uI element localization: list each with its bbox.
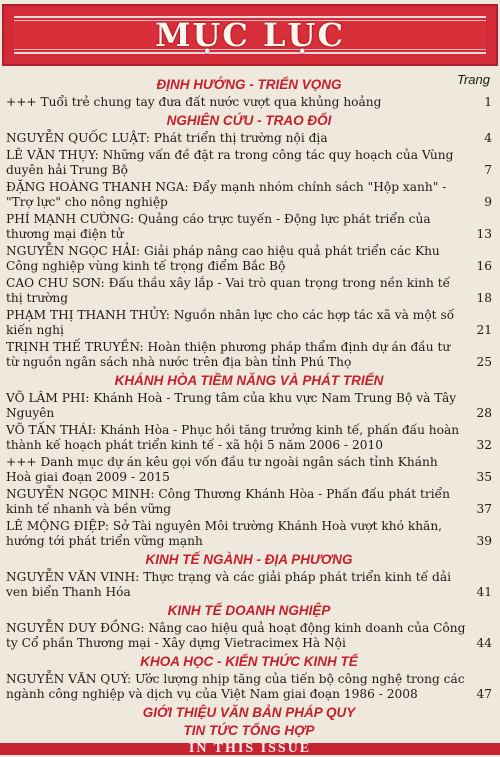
toc-entry-text [6, 423, 474, 453]
toc-entry-text [6, 131, 474, 146]
toc-entry-page: 1 [484, 95, 492, 109]
toc-entry[interactable] [6, 95, 492, 110]
toc-entry-author: NGUYỄN NGỌC HẢI: [6, 244, 141, 258]
toc-entry-text [6, 276, 474, 306]
section-heading: KINH TẾ DOANH NGHIỆP [167, 603, 331, 618]
toc-entry-page: 35 [476, 470, 492, 484]
toc-entry-author: NGUYỄN NGỌC MINH: [6, 487, 155, 501]
toc-entry[interactable] [6, 340, 492, 370]
toc-entry-author: VÕ TẤN THÁI: [6, 423, 97, 437]
toc-entry-text [6, 672, 474, 702]
toc-entry-author: TRỊNH THẾ TRUYỀN: [6, 340, 144, 354]
toc-entry-title: Quảng cáo trực tuyến - Động lực phát triển của thương mại điện tử [6, 212, 431, 241]
toc-entry-author: CAO CHU SƠN: [6, 276, 105, 290]
section-heading: KHOA HỌC - KIẾN THỨC KINH TẾ [140, 654, 358, 669]
toc-entry-author: NGUYỄN VĂN VINH: [6, 570, 140, 584]
toc-entry-text [6, 212, 474, 242]
toc-entry-title: Những vấn đề đặt ra trong công tác quy hoạch của Vùng duyên hải Trung Bộ [6, 148, 454, 177]
toc-entry-text [6, 148, 474, 178]
toc-entry[interactable] [6, 455, 492, 485]
toc-entry[interactable] [6, 244, 492, 274]
page-title: MỤC LỤC [155, 16, 345, 54]
toc-entry-text [6, 244, 474, 274]
section-heading: NGHIÊN CỨU - TRAO ĐỔI [166, 113, 332, 128]
page-column-label: Trang [457, 72, 490, 87]
toc-entry[interactable] [6, 391, 492, 421]
toc-entry-author: +++ [6, 95, 37, 109]
toc-entry-page: 18 [476, 291, 492, 305]
toc-entry-text [6, 308, 474, 338]
toc-entry-page: 25 [476, 355, 492, 369]
toc-entry-author: ĐẶNG HOÀNG THANH NGA: [6, 180, 189, 194]
title-banner [2, 4, 498, 66]
toc-entry-title: Khánh Hoà - Trung tâm của khu vực Nam Trung Bộ và Tây Nguyên [6, 391, 457, 420]
toc-entry-text [6, 391, 474, 421]
section-heading: KINH TẾ NGÀNH - ĐỊA PHƯƠNG [145, 552, 353, 567]
toc-entry-page: 47 [476, 687, 492, 701]
toc-entry-title: Ước lượng nhịp tăng của tiến bộ công nghệ trong các ngành công nghiệp và dịch vụ của Việt Nam giai đoạn 1986 - 2008 [6, 672, 465, 701]
toc-entry-title: Hoàn thiện phương pháp thẩm định dự án đầu tư từ nguồn ngân sách nhà nước trên địa bàn tỉnh Phú Thọ [6, 340, 451, 369]
toc-entry[interactable] [6, 519, 492, 549]
toc-entry-text [6, 180, 474, 210]
toc-entry-title: Thực trạng và các giải pháp phát triển kinh tế dải ven biển Thanh Hóa [6, 570, 451, 599]
footer-banner [0, 743, 500, 755]
toc-entry-page: 44 [476, 636, 492, 650]
toc-entry[interactable] [6, 621, 492, 651]
toc-entry[interactable] [6, 212, 492, 242]
footer-text: IN THIS ISSUE [188, 741, 312, 756]
toc-entry[interactable] [6, 487, 492, 517]
toc-entry[interactable] [6, 180, 492, 210]
toc-entry-page: 32 [476, 438, 492, 452]
toc-entry-text [6, 570, 474, 600]
toc-entry-title: Khánh Hòa - Phục hồi tăng trưởng kinh tế, phấn đấu hoàn thành kế hoạch phát triển kinh tế - xã hội 5 năm 2006 - 2010 [6, 423, 460, 452]
toc-entry-title: Đẩy mạnh nhóm chính sách "Hộp xanh" - "Trợ lực" cho nông nghiệp [6, 180, 447, 209]
toc-entry-page: 9 [484, 195, 492, 209]
toc-entry-title: Sở Tài nguyên Môi trường Khánh Hoà vượt khó khăn, hướng tới phát triển vững mạnh [6, 519, 443, 548]
toc-entry-page: 13 [476, 227, 492, 241]
toc-entry-text [6, 455, 474, 485]
toc-entry[interactable] [6, 570, 492, 600]
toc-entry-page: 4 [484, 131, 492, 145]
toc-entry-title: Giải pháp nâng cao hiệu quả phát triển các Khu Công nghiệp vùng kinh tế trọng điểm Bắc Bộ [6, 244, 440, 273]
toc-entry-author: LÊ MỘNG ĐIỆP: [6, 519, 110, 533]
toc-entry-title: Phát triển thị trường nội địa [153, 131, 328, 145]
toc-entry-text [6, 95, 474, 110]
toc-entry-title: Danh mục dự án kêu gọi vốn đầu tư ngoài ngân sách tỉnh Khánh Hoà giai đoạn 2009 - 2015 [6, 455, 438, 484]
toc-entry-page: 16 [476, 259, 492, 273]
toc-entry-page: 7 [484, 163, 492, 177]
toc-entry-title: Nguồn nhân lực cho các hợp tác xã và một số kiến nghị [6, 308, 455, 337]
toc-entry[interactable] [6, 148, 492, 178]
toc-entry-page: 21 [476, 323, 492, 337]
toc-entry[interactable] [6, 276, 492, 306]
toc-entry[interactable] [6, 672, 492, 702]
toc-entry-title: Đấu thầu xây lắp - Vai trò quan trọng trong nền kinh tế thị trường [6, 276, 451, 305]
toc-entry[interactable] [6, 308, 492, 338]
toc-entry-text [6, 487, 474, 517]
toc-entry-author: LÊ VĂN THỤY: [6, 148, 99, 162]
toc-entry-text [6, 621, 474, 651]
toc-entry[interactable] [6, 423, 492, 453]
table-of-contents [6, 76, 492, 740]
toc-entry-page: 41 [476, 585, 492, 599]
section-heading: KHÁNH HÒA TIỀM NĂNG VÀ PHÁT TRIỂN [114, 373, 384, 388]
toc-entry[interactable] [6, 131, 492, 146]
toc-entry-author: NGUYỄN VĂN QUÝ: [6, 672, 132, 686]
toc-entry-author: VÕ LÂM PHI: [6, 391, 90, 405]
toc-entry-author: PHÍ MẠNH CƯỜNG: [6, 212, 135, 226]
toc-entry-page: 39 [476, 534, 492, 548]
toc-entry-title: Nâng cao hiệu quả hoạt động kinh doanh của Công ty Cổ phần Thương mại - Xây dựng Vietracimex Hà Nội [6, 621, 466, 650]
section-heading: TIN TỨC TỔNG HỢP [183, 723, 315, 738]
toc-entry-title: Công Thương Khánh Hòa - Phấn đấu phát triển kinh tế nhanh và bền vững [6, 487, 450, 516]
toc-entry-author: NGUYỄN QUỐC LUẬT: [6, 131, 150, 145]
toc-entry-title: Tuổi trẻ chung tay đưa đất nước vượt qua khủng hoảng [40, 95, 382, 109]
toc-entry-page: 37 [476, 502, 492, 516]
toc-entry-page: 28 [476, 406, 492, 420]
toc-entry-author: NGUYỄN DUY ĐỒNG: [6, 621, 145, 635]
toc-entry-author: PHẠM THỊ THANH THỦY: [6, 308, 170, 322]
section-heading: GIỚI THIỆU VĂN BẢN PHÁP QUY [142, 705, 356, 720]
toc-entry-text [6, 519, 474, 549]
toc-entry-author: +++ [6, 455, 37, 469]
toc-entry-text [6, 340, 474, 370]
section-heading: ĐỊNH HƯỚNG - TRIỂN VỌNG [156, 77, 342, 92]
